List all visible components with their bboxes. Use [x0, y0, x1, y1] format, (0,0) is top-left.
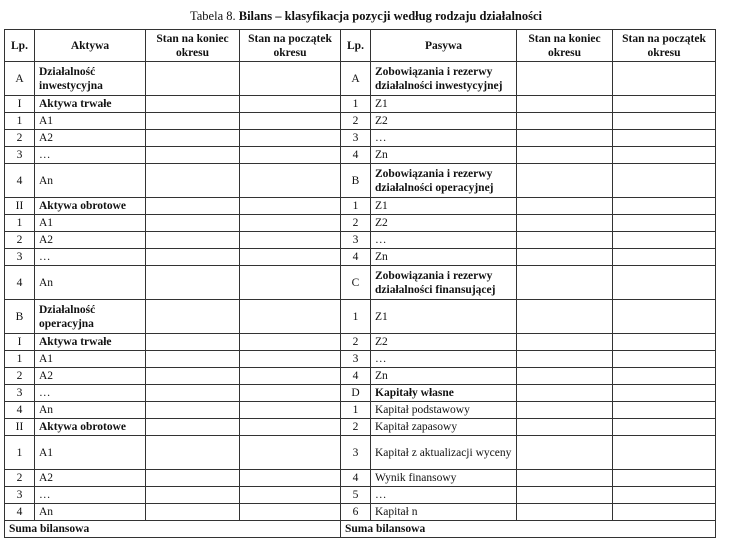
start-value-left	[240, 147, 341, 164]
right-lp-cell: 3	[341, 436, 371, 470]
end-value-left	[146, 130, 240, 147]
start-value-right	[613, 334, 716, 351]
right-lp-cell: 4	[341, 249, 371, 266]
table-row	[5, 130, 716, 147]
right-lp-cell: 1	[341, 402, 371, 419]
header-lp-right: Lp.	[341, 30, 371, 62]
start-value-right	[613, 198, 716, 215]
start-value-left	[240, 368, 341, 385]
aktywa-cell: A1	[35, 351, 146, 368]
start-value-right	[613, 147, 716, 164]
pasywa-cell: …	[371, 351, 517, 368]
left-lp-cell: 4	[5, 266, 35, 300]
table-row	[5, 368, 716, 385]
right-lp-cell: 4	[341, 147, 371, 164]
aktywa-cell: An	[35, 504, 146, 521]
right-lp-cell: 5	[341, 487, 371, 504]
left-lp-cell: 1	[5, 436, 35, 470]
table-row	[5, 334, 716, 351]
pasywa-cell: …	[371, 232, 517, 249]
aktywa-cell: …	[35, 487, 146, 504]
aktywa-cell: …	[35, 147, 146, 164]
end-value-right	[517, 147, 613, 164]
end-value-right	[517, 266, 613, 300]
start-value-left	[240, 487, 341, 504]
left-lp-cell: 4	[5, 402, 35, 419]
pasywa-cell: Kapitały własne	[371, 385, 517, 402]
left-lp-cell: 3	[5, 147, 35, 164]
right-lp-cell: 3	[341, 232, 371, 249]
end-value-left	[146, 368, 240, 385]
start-value-left	[240, 266, 341, 300]
table-row	[5, 385, 716, 402]
table-row	[5, 351, 716, 368]
end-value-right	[517, 504, 613, 521]
end-value-right	[517, 198, 613, 215]
aktywa-cell: A1	[35, 215, 146, 232]
end-value-right	[517, 334, 613, 351]
left-lp-cell: II	[5, 198, 35, 215]
start-value-left	[240, 164, 341, 198]
table-body	[5, 62, 716, 521]
end-value-left	[146, 164, 240, 198]
table-row	[5, 487, 716, 504]
right-lp-cell: B	[341, 164, 371, 198]
end-value-left	[146, 266, 240, 300]
start-value-right	[613, 232, 716, 249]
header-end-left: Stan na koniec okresu	[146, 30, 240, 62]
aktywa-cell: An	[35, 266, 146, 300]
pasywa-cell: Zn	[371, 249, 517, 266]
left-lp-cell: II	[5, 419, 35, 436]
start-value-right	[613, 62, 716, 96]
table-row	[5, 504, 716, 521]
end-value-right	[517, 436, 613, 470]
aktywa-cell: An	[35, 164, 146, 198]
left-lp-cell: 1	[5, 351, 35, 368]
start-value-right	[613, 96, 716, 113]
aktywa-cell: Aktywa trwałe	[35, 334, 146, 351]
sum-left: Suma bilansowa	[5, 521, 341, 538]
start-value-left	[240, 402, 341, 419]
end-value-right	[517, 249, 613, 266]
footer-row	[5, 521, 716, 538]
table-row	[5, 96, 716, 113]
end-value-left	[146, 198, 240, 215]
pasywa-cell: Z2	[371, 334, 517, 351]
end-value-right	[517, 113, 613, 130]
header-row	[5, 30, 716, 62]
start-value-left	[240, 300, 341, 334]
table-row	[5, 147, 716, 164]
end-value-left	[146, 436, 240, 470]
aktywa-cell: Aktywa trwałe	[35, 96, 146, 113]
end-value-right	[517, 232, 613, 249]
left-lp-cell: B	[5, 300, 35, 334]
end-value-left	[146, 147, 240, 164]
end-value-right	[517, 368, 613, 385]
pasywa-cell: Zn	[371, 147, 517, 164]
header-start-right: Stan na początek okresu	[613, 30, 716, 62]
pasywa-cell: Zobowiązania i rezerwy działalności operacyjnej	[371, 164, 517, 198]
table-row	[5, 232, 716, 249]
right-lp-cell: A	[341, 62, 371, 96]
sum-right: Suma bilansowa	[341, 521, 716, 538]
start-value-right	[613, 351, 716, 368]
start-value-right	[613, 385, 716, 402]
aktywa-cell: An	[35, 402, 146, 419]
right-lp-cell: 4	[341, 368, 371, 385]
start-value-left	[240, 419, 341, 436]
pasywa-cell: Z1	[371, 198, 517, 215]
start-value-left	[240, 436, 341, 470]
start-value-left	[240, 249, 341, 266]
aktywa-cell: A1	[35, 113, 146, 130]
table-row	[5, 436, 716, 470]
end-value-left	[146, 487, 240, 504]
aktywa-cell: A1	[35, 436, 146, 470]
end-value-right	[517, 96, 613, 113]
table-row	[5, 266, 716, 300]
pasywa-cell: Z2	[371, 215, 517, 232]
pasywa-cell: Z1	[371, 300, 517, 334]
end-value-right	[517, 300, 613, 334]
caption-title: Bilans – klasyfikacja pozycji według rodzaju działalności	[238, 9, 543, 23]
end-value-right	[517, 419, 613, 436]
balance-sheet-table	[4, 29, 716, 538]
aktywa-cell: A2	[35, 130, 146, 147]
start-value-right	[613, 300, 716, 334]
end-value-left	[146, 419, 240, 436]
left-lp-cell: I	[5, 334, 35, 351]
end-value-left	[146, 113, 240, 130]
end-value-left	[146, 385, 240, 402]
right-lp-cell: C	[341, 266, 371, 300]
left-lp-cell: 3	[5, 249, 35, 266]
pasywa-cell: …	[371, 487, 517, 504]
start-value-left	[240, 62, 341, 96]
left-lp-cell: 2	[5, 232, 35, 249]
start-value-right	[613, 215, 716, 232]
left-lp-cell: 2	[5, 470, 35, 487]
table-row	[5, 113, 716, 130]
table-row	[5, 215, 716, 232]
end-value-right	[517, 470, 613, 487]
pasywa-cell: Zobowiązania i rezerwy działalności inwestycyjnej	[371, 62, 517, 96]
right-lp-cell: 1	[341, 96, 371, 113]
end-value-right	[517, 402, 613, 419]
end-value-left	[146, 300, 240, 334]
start-value-right	[613, 164, 716, 198]
end-value-left	[146, 96, 240, 113]
pasywa-cell: Kapitał podstawowy	[371, 402, 517, 419]
aktywa-cell: Działalność inwestycyjna	[35, 62, 146, 96]
end-value-left	[146, 62, 240, 96]
left-lp-cell: 2	[5, 368, 35, 385]
table-row	[5, 62, 716, 96]
left-lp-cell: 2	[5, 130, 35, 147]
end-value-right	[517, 351, 613, 368]
right-lp-cell: 6	[341, 504, 371, 521]
right-lp-cell: D	[341, 385, 371, 402]
start-value-left	[240, 385, 341, 402]
aktywa-cell: Działalność operacyjna	[35, 300, 146, 334]
left-lp-cell: 1	[5, 113, 35, 130]
pasywa-cell: Zobowiązania i rezerwy działalności finansującej	[371, 266, 517, 300]
aktywa-cell: Aktywa obrotowe	[35, 198, 146, 215]
right-lp-cell: 1	[341, 300, 371, 334]
start-value-left	[240, 470, 341, 487]
start-value-right	[613, 368, 716, 385]
start-value-right	[613, 249, 716, 266]
right-lp-cell: 2	[341, 334, 371, 351]
table-row	[5, 470, 716, 487]
aktywa-cell: A2	[35, 470, 146, 487]
caption-prefix: Tabela 8.	[189, 9, 239, 23]
end-value-right	[517, 164, 613, 198]
start-value-left	[240, 96, 341, 113]
pasywa-cell: …	[371, 130, 517, 147]
start-value-right	[613, 266, 716, 300]
end-value-left	[146, 470, 240, 487]
table-row	[5, 419, 716, 436]
aktywa-cell: A2	[35, 232, 146, 249]
start-value-right	[613, 130, 716, 147]
start-value-right	[613, 113, 716, 130]
end-value-left	[146, 504, 240, 521]
table-caption	[0, 9, 732, 24]
start-value-left	[240, 232, 341, 249]
header-lp-left: Lp.	[5, 30, 35, 62]
start-value-right	[613, 470, 716, 487]
pasywa-cell: Kapitał n	[371, 504, 517, 521]
pasywa-cell: Wynik finansowy	[371, 470, 517, 487]
right-lp-cell: 4	[341, 470, 371, 487]
right-lp-cell: 2	[341, 419, 371, 436]
left-lp-cell: 4	[5, 504, 35, 521]
right-lp-cell: 2	[341, 113, 371, 130]
start-value-left	[240, 351, 341, 368]
end-value-right	[517, 215, 613, 232]
left-lp-cell: 1	[5, 215, 35, 232]
start-value-right	[613, 419, 716, 436]
header-end-right: Stan na koniec okresu	[517, 30, 613, 62]
left-lp-cell: 3	[5, 487, 35, 504]
start-value-left	[240, 198, 341, 215]
aktywa-cell: …	[35, 385, 146, 402]
start-value-right	[613, 487, 716, 504]
pasywa-cell: Kapitał z aktualizacji wyceny	[371, 436, 517, 470]
left-lp-cell: A	[5, 62, 35, 96]
pasywa-cell: Zn	[371, 368, 517, 385]
header-aktywa: Aktywa	[35, 30, 146, 62]
end-value-left	[146, 334, 240, 351]
left-lp-cell: 4	[5, 164, 35, 198]
table-row	[5, 402, 716, 419]
end-value-left	[146, 351, 240, 368]
start-value-left	[240, 504, 341, 521]
end-value-left	[146, 232, 240, 249]
end-value-left	[146, 249, 240, 266]
end-value-right	[517, 487, 613, 504]
table-row	[5, 164, 716, 198]
header-start-left: Stan na początek okresu	[240, 30, 341, 62]
table-row	[5, 249, 716, 266]
start-value-right	[613, 436, 716, 470]
end-value-right	[517, 385, 613, 402]
right-lp-cell: 3	[341, 130, 371, 147]
left-lp-cell: 3	[5, 385, 35, 402]
aktywa-cell: …	[35, 249, 146, 266]
end-value-right	[517, 62, 613, 96]
aktywa-cell: A2	[35, 368, 146, 385]
pasywa-cell: Z2	[371, 113, 517, 130]
pasywa-cell: Kapitał zapasowy	[371, 419, 517, 436]
end-value-left	[146, 215, 240, 232]
start-value-left	[240, 113, 341, 130]
end-value-left	[146, 402, 240, 419]
table-row	[5, 198, 716, 215]
right-lp-cell: 1	[341, 198, 371, 215]
aktywa-cell: Aktywa obrotowe	[35, 419, 146, 436]
pasywa-cell: Z1	[371, 96, 517, 113]
end-value-right	[517, 130, 613, 147]
start-value-right	[613, 504, 716, 521]
right-lp-cell: 2	[341, 215, 371, 232]
start-value-left	[240, 215, 341, 232]
header-pasywa: Pasywa	[371, 30, 517, 62]
start-value-right	[613, 402, 716, 419]
start-value-left	[240, 130, 341, 147]
left-lp-cell: I	[5, 96, 35, 113]
right-lp-cell: 3	[341, 351, 371, 368]
start-value-left	[240, 334, 341, 351]
table-row	[5, 300, 716, 334]
